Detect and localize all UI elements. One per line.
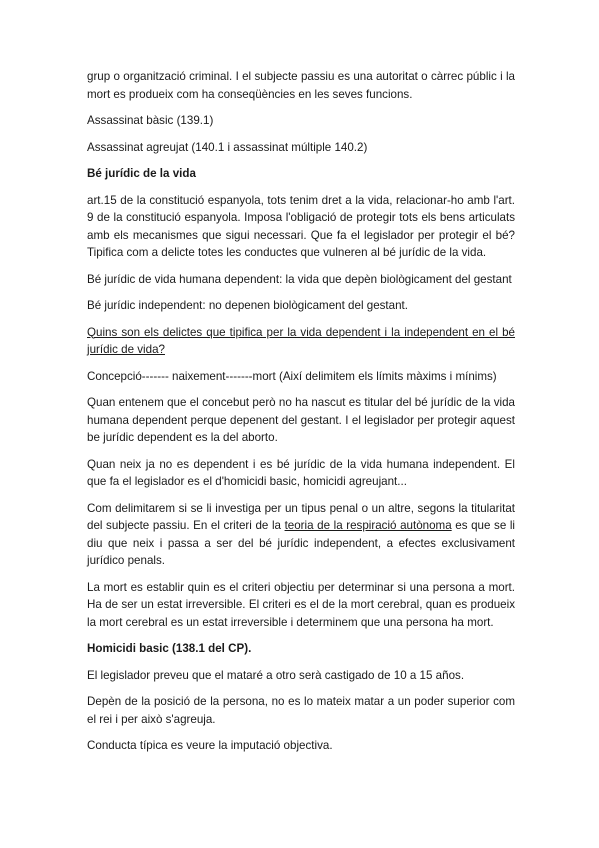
paragraph-delimitarem-end: es que se li diu que neix i passa a ser del bé jurídic independent, a efectes exclusivament jurídico penals. <box>87 519 516 567</box>
paragraph-delimitarem <box>87 500 515 570</box>
paragraph-conception-timeline: Concepció------- naixement-------mort (Així delimitem els límits màxims i mínims) <box>87 369 497 383</box>
paragraph-question-delictes: Quins son els delictes que tipifica per la vida dependent i la independent en el bé jurídic de vida? <box>87 325 515 356</box>
paragraph-delimitarem-start: Com delimitarem si se li investiga per un tipus penal o un altre, segons la titularitat del subjecte passiu. En el criteri de la <box>87 501 515 532</box>
paragraph-concebut: Quan entenem que el concebut però no ha nascut es titular del bé jurídic de la vida humana dependent perque depenent del gestant. I el legislador per protegir aquest be jurídic dependent es la del aborto. <box>87 396 515 444</box>
document-page <box>87 68 515 764</box>
paragraph-legislador-preveu: El legislador preveu que el mataré a otro serà castigado de 10 a 15 años. <box>87 668 465 682</box>
paragraph-criminal-organization: grup o organització criminal. I el subjecte passiu es una autoritat o càrrec públic i la mort es produeix com ha conseqüències en les seves funcions. <box>87 70 515 101</box>
paragraph-vida-independent: Bé jurídic independent: no depenen biològicament del gestant. <box>87 299 408 312</box>
paragraph-mort-cerebral: La mort es establir quin es el criteri objectiu per determinar si una persona a mort. Ha de ser un estat irreversible. El criteri es el de la mort cerebral, quan es produeix la mort cerebral es un estat irreversible i determinem que una persona ha mort. <box>87 580 515 629</box>
paragraph-posicio-persona: Depèn de la posició de la persona, no es lo mateix matar a un poder superior com el rei i per això s'agreuja. <box>87 695 515 726</box>
paragraph-conducta-tipica: Conducta típica es veure la imputació objectiva. <box>87 739 333 752</box>
paragraph-assassinat-basic: Assassinat bàsic (139.1) <box>87 114 214 127</box>
paragraph-assassinat-agreujat: Assassinat agreujat (140.1 i assassinat múltiple 140.2) <box>87 140 368 154</box>
heading-homicidi-basic: Homicidi basic (138.1 del CP). <box>87 642 252 655</box>
paragraph-neix: Quan neix ja no es dependent i es bé jurídic de la vida humana independent. El que fa el legislador es el d'homicidi basic, homicidi agreujant... <box>87 457 515 488</box>
heading-be-juridic-vida: Bé jurídic de la vida <box>87 167 196 180</box>
theory-respiracio-autonoma: teoria de la respiració autònoma <box>284 519 452 532</box>
paragraph-vida-dependent: Bé jurídic de vida humana dependent: la vida que depèn biològicament del gestant <box>87 272 512 286</box>
paragraph-constitution: art.15 de la constitució espanyola, tots tenim dret a la vida, relacionar-ho amb l'art. 9 de la constitució espanyola. Imposa l'obligació de protegir tots els bens articulats amb els mecanismes que sigui necessari. Que fa el legislador per protegir el bé? Tipifica com a delicte totes les conductes que vulneren al bé jurídic de la vida. <box>87 193 515 259</box>
